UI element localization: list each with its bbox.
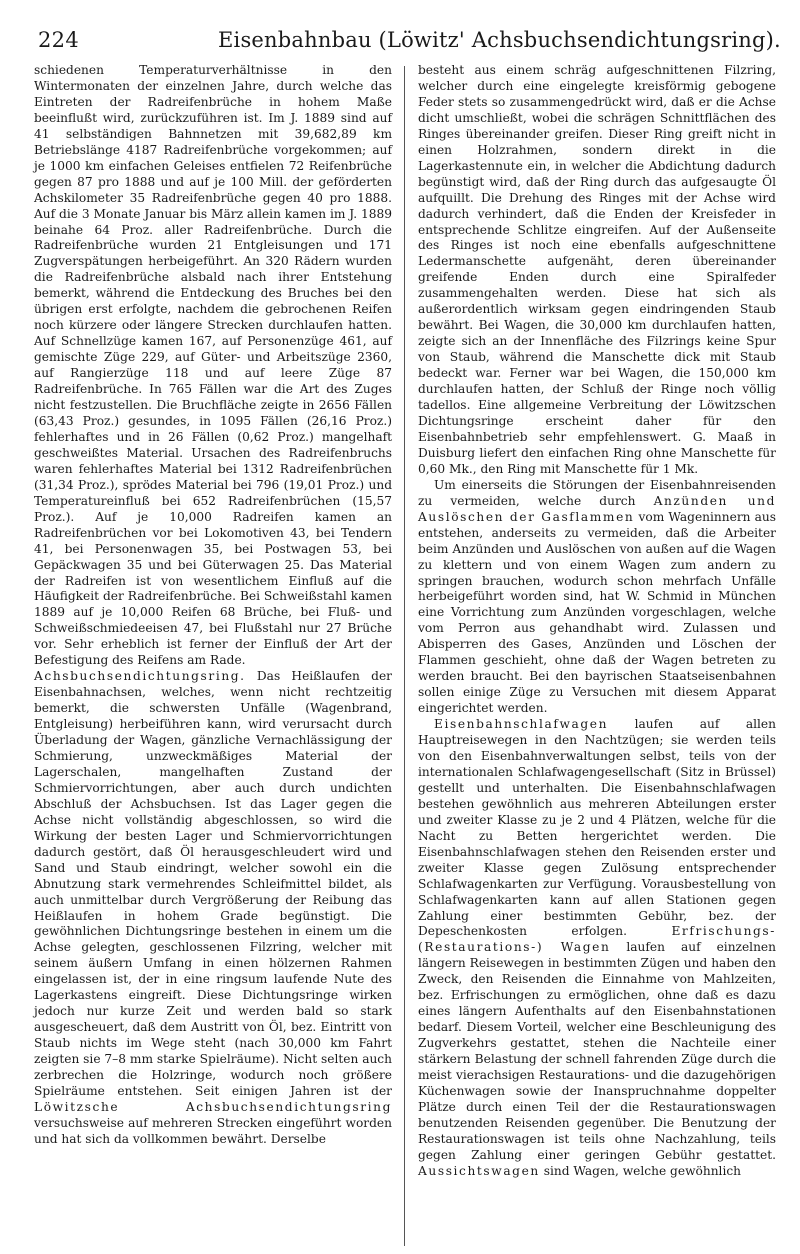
column-divider xyxy=(404,66,405,1246)
paragraph-achsbuchsendichtungsring xyxy=(34,669,392,1148)
section-heading-schlafwagen: Eisenbahnschlafwagen xyxy=(434,717,609,732)
paragraph-text: Das Heißlaufen der Eisenbahnachsen, welches, wenn nicht rechtzeitig bemerkt, die schwersten Unfälle (Wagenbrand, Entgleisung) herbeiführen kann, wird verursacht durch Überladung der Wagen, gänzliche Vernachlässigung der Schmierung, unzweckmäßiges Material der Lagerschalen, mangelhaften Zustand der Schmiervorrichtungen, aber auch durch undichten Abschluß der Achsbuchsen. Ist das Lager gegen die Achse nicht vollständig abgeschlossen, so wird die Wirkung der besten Lager und Schmiervorrichtungen dadurch gestört, daß Öl herausgeschleudert wird und Sand und Staub eindringt, welcher sowohl ein die Abnutzung stark vermehrendes Schleifmittel bildet, als auch unmittelbar durch Vergrößerung der Reibung das Heißlaufen in hohem Grade begünstigt. Die gewöhnlichen Dichtungsringe bestehen in einem um die Achse gelegten, geschlossenen Filzring, welcher mit seinem äußern Umfang in einen hölzernen Rahmen eingelassen ist, der in eine ringsum laufende Nute des Lagerkastens eingreift. Diese Dichtungsringe wirken jedoch nur kurze Zeit und werden bald so stark ausgescheuert, daß dem Austritt von Öl, bez. Eintritt von Staub nichts im Wege steht (nach 30,000 km Fahrt zeigten sie 7–8 mm starke Spielräume). Nicht selten auch zerbrechen die Holzringe, wodurch noch größere Spielräume entstehen. Seit einigen Jahren ist der xyxy=(34,669,392,1098)
paragraph-text: schiedenen Temperaturverhältnisse in den Wintermonaten der einzelnen Jahre, durch welche das Eintreten der Radreifenbrüche in hohem Maße beeinflußt wird, zurückzuführen ist. Im J. 1889 sind auf 41 selbständigen Bahnnetzen mit 39,682,89 km Betriebslänge 4187 Radreifenbrüche vorgekommen; auf je 1000 km einfachen Geleises entfielen 72 Reifenbrüche gegen 87 pro 1888 und auf je 100 Mill. der geförderten Achskilometer 35 Radreifenbrüche gegen 40 pro 1888. Auf die 3 Monate Januar bis März allein kamen im J. 1889 beinahe 64 Proz. aller Radreifenbrüche. Durch die Radreifenbrüche wurden 21 Entgleisungen und 171 Zugverspätungen herbeigeführt. An 320 Rädern wurden die Radreifenbrüche alsbald nach ihrer Entstehung bemerkt, während die Entdeckung des Bruches bei den übrigen erst erfolgte, nachdem die gebrochenen Reifen noch kürzere oder längere Strecken durchlaufen hatten. Auf Schnellzüge kamen 167, auf Personenzüge 461, auf gemischte Züge 229, auf Güter- und Arbeitszüge 2360, auf Rangierzüge 118 und auf leere Züge 87 Radreifenbrüche. In 765 Fällen war die Art des Zuges nicht festzustellen. Die Bruchfläche zeigte in 2656 Fällen (63,43 Proz.) gesundes, in 1095 Fällen (26,16 Proz.) fehlerhaftes und in 26 Fällen (0,62 Proz.) mangelhaft geschweißtes Material. Ursachen des Radreifenbruchs waren fehlerhaftes Material bei 1312 Radreifenbrüchen (31,34 Proz.), sprödes Material bei 796 (19,01 Proz.) und Temperatureinfluß bei 652 Radreifenbrüchen (15,57 Proz.). Auf je 10,000 Radreifen kamen an Radreifenbrüchen vor bei Lokomotiven 43, bei Tendern 41, bei Personenwagen 35, bei Postwagen 53, bei Gepäckwagen 35 und bei Güterwagen 25. Das Material der Radreifen ist von wesentlichem Einfluß auf die Häufigkeit der Radreifenbrüche. Bei Schweißstahl kamen 1889 auf je 10,000 Reifen 68 Brüche, bei Fluß- und Schweißschmiedeeisen 47, bei Flußstahl nur 27 Brüche vor. Sehr erheblich ist ferner der Einfluß der Art der Befestigung des Reifens am Rade. xyxy=(34,63,392,668)
right-column xyxy=(418,63,776,1180)
section-heading-achsbuchsendichtungsring: Achsbuchsendichtungsring. xyxy=(34,669,246,684)
paragraph-filzring xyxy=(418,63,776,478)
paragraph-schlafwagen xyxy=(418,717,776,1180)
paragraph-text: vom Wageninnern aus entstehen, anderseits zu vermeiden, daß die Arbeiter beim Anzünden und Auslöschen von außen auf die Wagen zu klettern und von einem Wagen zum andern zu springen brauchen, wodurch schon mehrfach Unfälle herbeigeführt worden sind, hat W. Schmid in München eine Vorrichtung zum Anzünden vorgeschlagen, welche vom Perron aus gehandhabt wird. Zulassen und Abisperren des Gases, Anzünden und Löschen der Flammen geschieht, ohne daß der Wagen betreten zu werden braucht. Bei den bayrischen Staatseisenbahnen sollen einige Züge zu Versuchen mit diesem Apparat eingerichtet werden. xyxy=(418,509,776,716)
paragraph-text: laufen auf allen Hauptreisewegen in den Nachtzügen; sie werden teils von den Eisenbahnverwaltungen selbst, teils von der internationalen Schlafwagengesellschaft (Sitz in Brüssel) gestellt und unterhalten. Die Eisenbahnschlafwagen bestehen gewöhnlich aus mehreren Abteilungen erster und zweiter Klasse zu je 2 und 4 Plätzen, welche für die Nacht zu Betten hergerichtet werden. Die Eisenbahnschlafwagen stehen den Reisenden erster und zweiter Klasse gegen Zulösung entsprechender Schlafwagenkarten zur Verfügung. Vorausbestellung von Schlafwagenkarten kann auf allen Stationen gegen Zahlung einer bestimmten Gebühr, bez. der Depeschenkosten erfolgen. xyxy=(418,717,776,939)
page-number: 224 xyxy=(38,28,79,52)
page-header xyxy=(38,28,781,58)
paragraph-radreifenbrueche xyxy=(34,63,392,669)
paragraph-text-continued: laufen auf einzelnen längern Reisewegen in bestimmten Zügen und haben den Zweck, den Reisenden die Einnahme von Mahlzeiten, bez. Erfrischungen zu ermöglichen, ohne daß es dazu eines längern Aufenthalts auf den Eisenbahnstationen bedarf. Diesem Vorteil, welcher eine Beschleunigung des Zugverkehrs gestattet, stehen die Nachteile einer stärkern Belastung der schnell fahrenden Züge durch die meist vierachsigen Restaurations- und die dazugehörigen Küchenwagen sowie der Inanspruchnahme doppelter Plätze durch einen Teil der die Restaurationswagen benutzenden Reisenden gegenüber. Die Benutzung der Restaurationswagen ist teils ohne Nachzahlung, teils gegen Zahlung einer geringen Gebühr gestattet. xyxy=(418,940,776,1162)
paragraph-text-start: Um einerseits die Störungen der Eisenbahnreisenden zu vermeiden, welche durch xyxy=(418,477,776,508)
emphasis-gasflammen: Anzünden und Auslöschen der Gasflammen xyxy=(418,493,776,524)
emphasis-loewitz-ring: Löwitzsche Achsbuchsendichtungsring xyxy=(34,1099,392,1114)
section-heading-aussichtswagen: Aussichtswagen xyxy=(418,1163,540,1178)
paragraph-text: besteht aus einem schräg aufgeschnittenen Filzring, welcher durch eine eingelegte kreisförmig gebogene Feder stets so zusammengedrückt wird, daß er die Achse dicht umschließt, wobei die schrägen Schnittflächen des Ringes übereinander greifen. Dieser Ring greift nicht in einen Holzrahmen, sondern direkt in die Lagerkastennute ein, in welcher die Abdichtung dadurch begünstigt wird, daß der Ring durch das aufgesaugte Öl aufquillt. Die Drehung des Ringes mit der Achse wird dadurch verhindert, daß die Enden der Kreisfeder in entsprechende Schlitze eingreifen. Auf der Außenseite des Ringes ist noch eine ebenfalls aufgeschnittene Ledermanschette aufgenäht, deren übereinander greifende Enden durch eine Spiralfeder zusammengehalten werden. Diese hat sich als außerordentlich wirksam gegen eindringenden Staub bewährt. Bei Wagen, die 30,000 km durchlaufen hatten, zeigte sich an der Innenfläche des Filzrings keine Spur von Staub, während die Manschette dick mit Staub bedeckt war. Ferner war bei Wagen, die 150,000 km durchlaufen hatten, der Schluß der Ringe noch völlig tadellos. Eine allgemeine Verbreitung der Löwitzschen Dichtungsringe erscheint daher für den Eisenbahnbetrieb sehr empfehlenswert. G. Maaß in Duisburg liefert den einfachen Ring ohne Manschette für 0,60 Mk., den Ring mit Manschette für 1 Mk. xyxy=(418,63,776,476)
left-column xyxy=(34,63,392,1148)
running-head: Eisenbahnbau (Löwitz' Achsbuchsendichtungsring). xyxy=(218,28,781,52)
paragraph-text-end: versuchsweise auf mehreren Strecken eingeführt worden und hat sich da vollkommen bewährt. Derselbe xyxy=(34,1115,392,1146)
paragraph-gasflammen xyxy=(418,478,776,717)
section-heading-erfrischungswagen: Erfrischungs- (Restaurations-) Wagen xyxy=(418,924,776,955)
paragraph-text-end: sind Wagen, welche gewöhnlich xyxy=(539,1163,742,1178)
